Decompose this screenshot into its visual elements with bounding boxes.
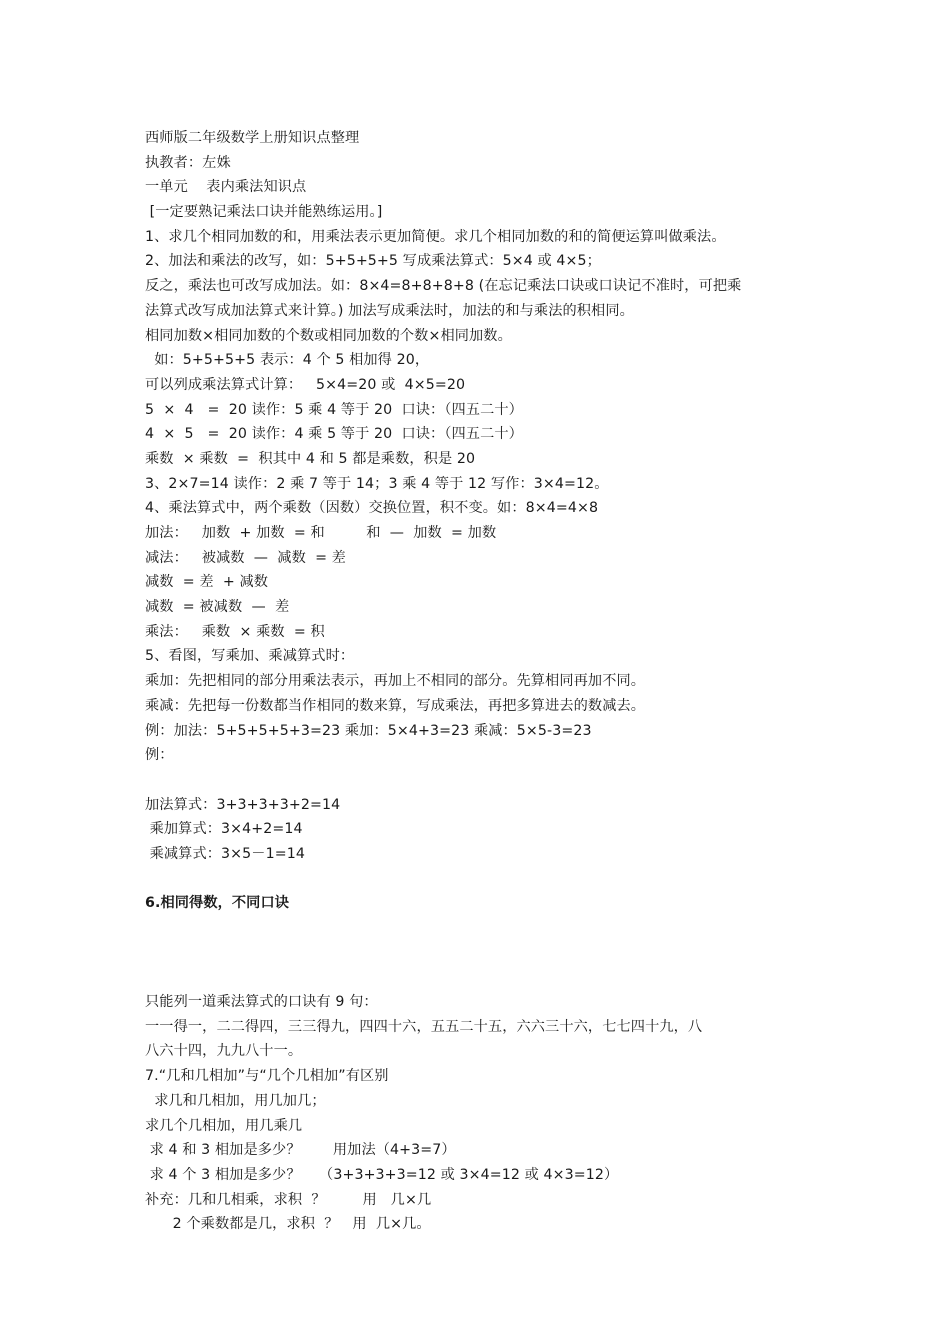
text-line: 反之，乘法也可改写成加法。如：8×4=8+8+8+8 (在忘记乘法口诀或口诀记不准时，可把乘: [145, 278, 742, 295]
section6-line: 一一得一，二二得四，三三得九，四四十六，五五二十五，六六三十六，七七四十九，八: [145, 1018, 703, 1035]
text-line: 4 × 5 = 20 读作：4 乘 5 等于 20 口诀：（四五二十）: [145, 426, 523, 443]
text-line: 3、2×7=14 读作：2 乘 7 等于 14；3 乘 4 等于 12 写作：3×4=12。: [145, 475, 609, 492]
text-line: 5 × 4 = 20 读作：5 乘 4 等于 20 口诀：（四五二十）: [145, 401, 523, 418]
text-line: 例：加法：5+5+5+5+3=23 乘加：5×4+3=23 乘减：5×5-3=23: [145, 722, 592, 739]
text-line: 相同加数×相同加数的个数或相同加数的个数×相同加数。: [145, 327, 512, 344]
text-line: 乘减：先把每一份数都当作相同的数来算，写成乘法，再把多算进去的数减去。: [145, 697, 646, 714]
text-line: 减数 = 被减数 — 差: [145, 599, 290, 616]
text-line: 4、乘法算式中，两个乘数（因数）交换位置，积不变。如：8×4=4×8: [145, 500, 599, 517]
document-title: 西师版二年级数学上册知识点整理: [145, 130, 360, 146]
text-line: 1、求几个相同加数的和，用乘法表示更加简便。求几个相同加数的和的简便运算叫做乘法。: [145, 228, 726, 245]
text-line: 乘法： 乘数 × 乘数 = 积: [145, 623, 325, 640]
section7-title: 7.“几和几相加”与“几个几相加”有区别: [145, 1068, 389, 1085]
text-line: 法算式改写成加法算式来计算。) 加法写成乘法时，加法的和与乘法的积相同。: [145, 302, 634, 319]
section7-line: 求 4 个 3 相加是多少？ （3+3+3+3=12 或 3×4=12 或 4×3=12）: [145, 1166, 619, 1183]
text-line: 减法： 被减数 — 减数 = 差: [145, 549, 346, 566]
section7-line: 求几和几相加，用几加几；: [145, 1092, 326, 1109]
unit-heading: 一单元 表内乘法知识点: [145, 179, 307, 196]
text-line: 例：: [145, 747, 174, 764]
section6-line: 八六十四，九九八十一。: [145, 1043, 303, 1060]
section6-line: 只能列一道乘法算式的口诀有 9 句：: [145, 994, 378, 1011]
example-line: 乘减算式：3×5－1=14: [145, 845, 305, 862]
section7-line: 求 4 和 3 相加是多少？ 用加法（4+3=7）: [145, 1142, 456, 1159]
teacher-line: 执教者：左姝: [145, 154, 231, 171]
text-line: 减数 = 差 + 减数: [145, 574, 269, 591]
reminder-line: [一定要熟记乘法口诀并能熟练运用。]: [145, 204, 383, 221]
text-line: 乘加：先把相同的部分用乘法表示，再加上不相同的部分。先算相同再加不同。: [145, 673, 646, 690]
text-line: 如：5+5+5+5 表示：4 个 5 相加得 20，: [145, 352, 430, 369]
section6-title: 6.相同得数，不同口诀: [145, 895, 290, 912]
spacer: [145, 965, 825, 990]
section7-line: 补充：几和几相乘，求积 ？ 用 几×几: [145, 1191, 432, 1208]
text-line: 乘数 × 乘数 = 积其中 4 和 5 都是乘数，积是 20: [145, 450, 476, 467]
document-body: [145, 126, 825, 1237]
spacer: [145, 768, 825, 793]
text-line: 2、加法和乘法的改写，如：5+5+5+5 写成乘法算式：5×4 或 4×5；: [145, 253, 601, 270]
section7-line: 求几个几相加，用几乘几: [145, 1117, 303, 1134]
example-line: 加法算式：3+3+3+3+2=14: [145, 796, 341, 813]
spacer: [145, 867, 825, 892]
text-line: 5、看图，写乘加、乘减算式时：: [145, 648, 355, 665]
example-line: 乘加算式：3×4+2=14: [145, 821, 303, 838]
spacer: [145, 916, 825, 965]
text-line: 加法： 加数 + 加数 = 和 和 — 加数 = 加数: [145, 525, 497, 541]
text-line: 可以列成乘法算式计算： 5×4=20 或 4×5=20: [145, 376, 466, 393]
section7-line: 2 个乘数都是几，求积 ？ 用 几×几。: [145, 1216, 431, 1233]
